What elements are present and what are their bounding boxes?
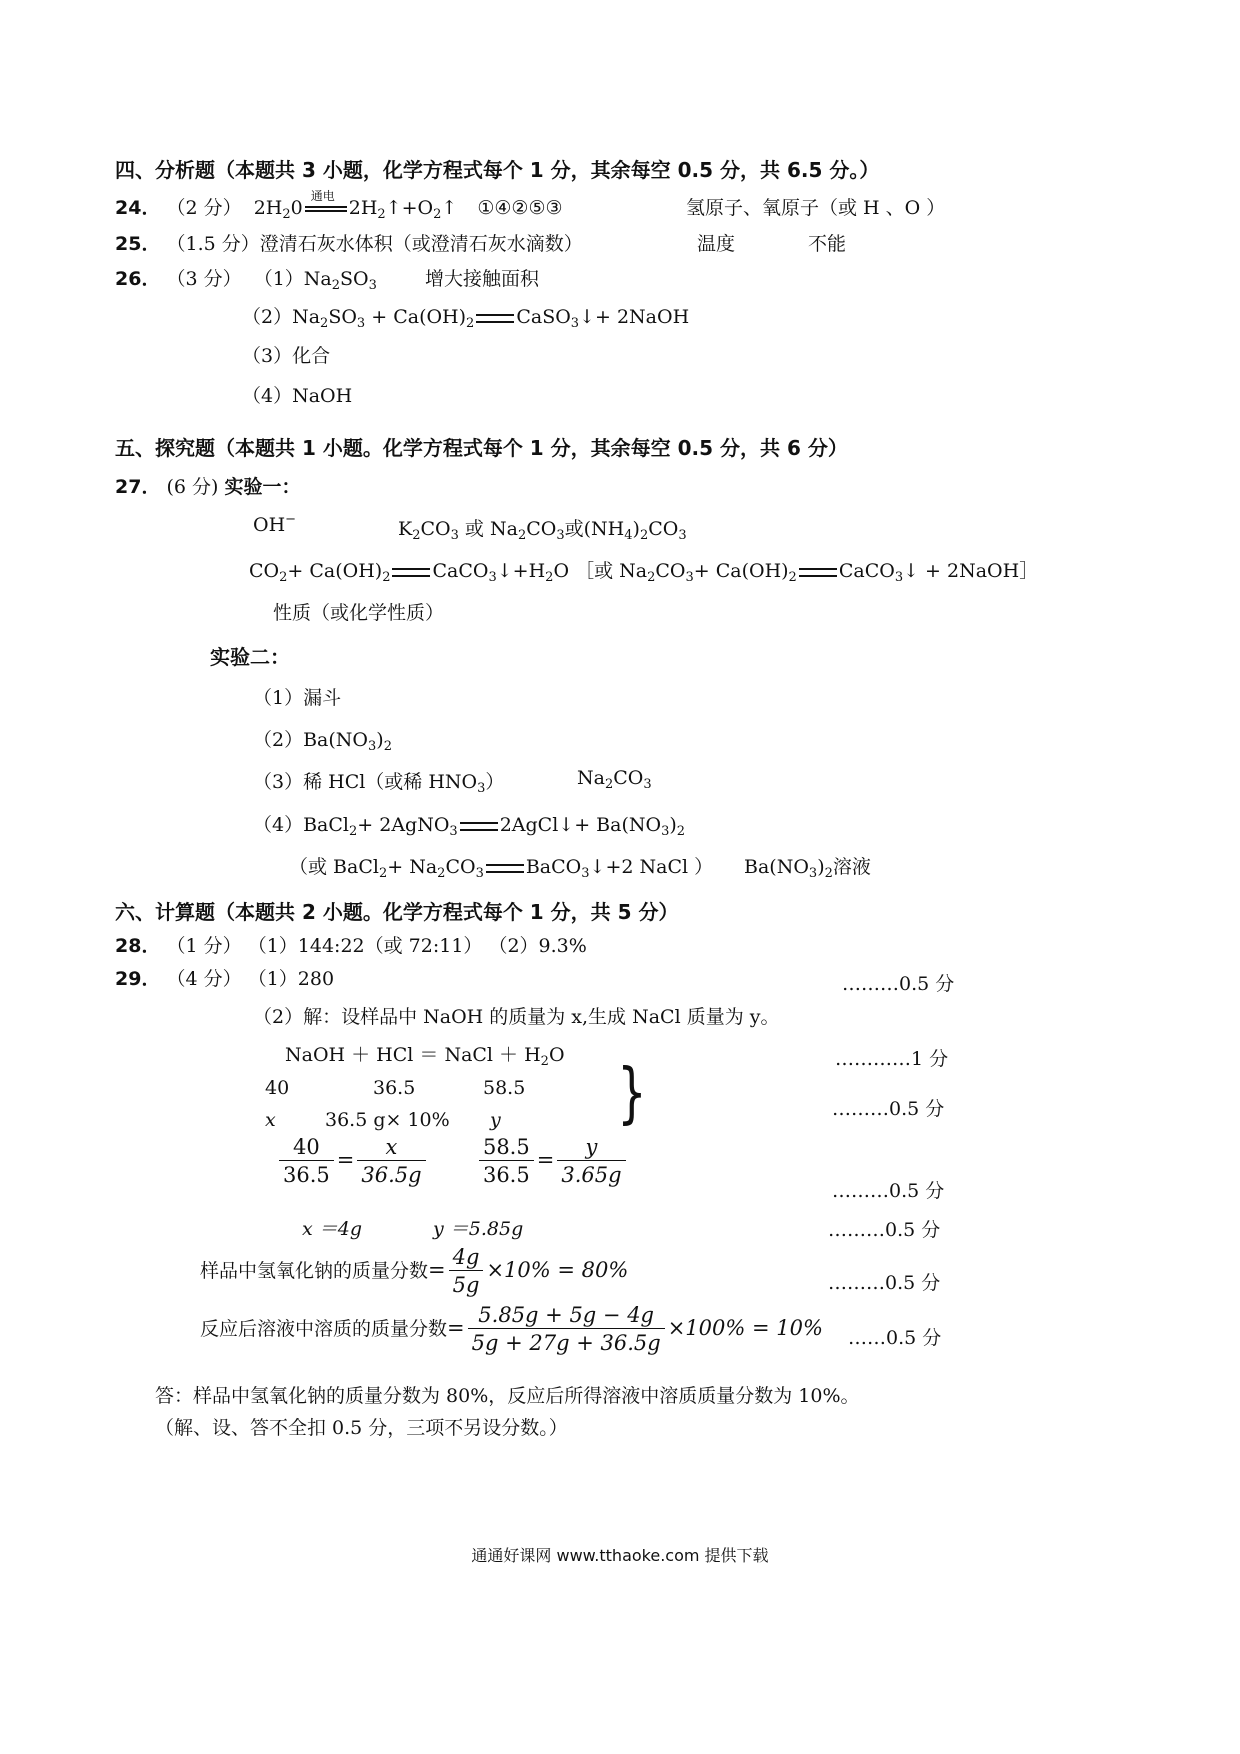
q26-part-4: （4）NaOH: [242, 385, 353, 407]
q27-item-4: （4）BaCl$_2$+ 2AgNO$_3$ 2AgCl↓+ $Ba(NO_3)_2$: [253, 814, 686, 839]
score-5: ………0.5 分: [828, 1219, 941, 1241]
score-4: ………0.5 分: [832, 1180, 945, 1202]
q26-score: （3 分）: [166, 268, 242, 290]
q27-item-3: （3）稀 HCl（或稀 $HNO_3$）: [253, 771, 505, 796]
q28-answer: （1）144:22（或 72:11） （2）9.3%: [247, 935, 587, 957]
q29-grading-note: （解、设、答不全扣 0.5 分，三项不另设分数。）: [155, 1417, 568, 1439]
q27-property: 性质（或化学性质）: [273, 602, 445, 624]
q29-molar-36-5: 36.5: [373, 1077, 416, 1099]
question-27: 27． (6 分) 实验一：: [115, 476, 301, 498]
q27-equation: $CO_2+ Ca(OH)_2$ $CaCO_3↓+H_2O$ ［或 $Na_2CO_3+ Ca(OH)_2$ CaCO$_3$↓ + 2NaOH］: [249, 560, 1039, 585]
q29-final-answer: 答：样品中氢氧化钠的质量分数为 80%，反应后所得溶液中溶质质量分数为 10%。: [155, 1385, 860, 1407]
q27-experiment-2: 实验二：: [210, 645, 290, 669]
q26-part-3: （3）化合: [242, 345, 331, 367]
score-3: ………0.5 分: [832, 1098, 945, 1120]
q27-item-4-solution: $Ba(NO_3)_2$溶液: [744, 856, 871, 881]
q24-equation: $2H_20$ 通电 $2H_2↑+O_2↑$: [253, 189, 458, 222]
q29-var-x: x: [265, 1109, 276, 1131]
score-7: ……0.5 分: [848, 1327, 942, 1349]
q26-part-1: $(1)Na_2SO_3$: [253, 268, 377, 293]
q29-x-result: x ＝4g: [302, 1218, 363, 1240]
q29-y-result: y ＝5.85g: [433, 1218, 524, 1240]
question-28: 28． （1 分） （1）144:22（或 72:11） （2）9.3%: [115, 935, 587, 957]
q27-score: (6 分): [166, 476, 219, 498]
section-5-title: 五、探究题（本题共 1 小题。化学方程式每个 1 分，其余每空 0.5 分，共 6 分）: [115, 436, 848, 460]
q27-item-1: （1）漏斗: [253, 687, 342, 709]
q25-answer-3: 不能: [808, 233, 847, 255]
question-25: 25． （1.5 分）澄清石灰水体积（或澄清石灰水滴数）: [115, 233, 583, 255]
q29-molar-58-5: 58.5: [483, 1077, 526, 1099]
q27-ion: OH−: [253, 512, 297, 536]
q27-experiment-1: 实验一：: [224, 476, 301, 498]
q27-item-2: $(2)Ba(NO_3)_2$: [253, 729, 392, 754]
q27-item-4-alt: （或 BaCl$_2$+ $Na_2CO_3$ BaCO$_3$↓+2 NaCl ）: [289, 856, 714, 881]
q25-score: （1.5 分）: [166, 233, 260, 255]
section-6-title: 六、计算题（本题共 2 小题。化学方程式每个 1 分，共 5 分）: [115, 900, 679, 924]
score-2: …………1 分: [835, 1048, 949, 1070]
q27-reagents: $K_2CO_3$ 或 $Na_2CO_3$或$(NH_4)_2CO_3$: [398, 518, 687, 543]
question-24: [115, 189, 563, 222]
q26-part-1-reason: 增大接触面积: [425, 268, 540, 290]
right-brace: }: [617, 1054, 647, 1131]
q29-proportions: $\frac{40}{36.5}$ = $\frac{x}{36.5g}$ $\frac{58.5}{36.5}$ = $\frac{y}{3.65g}$: [276, 1134, 629, 1189]
q29-molar-40: 40: [265, 1077, 290, 1099]
q29-answer-1: （1）280: [247, 968, 335, 990]
q25-answer-2: 温度: [697, 233, 736, 255]
q25-answer-1: 澄清石灰水体积（或澄清石灰水滴数）: [259, 233, 583, 255]
q29-score: （4 分）: [166, 968, 242, 990]
score-6: ………0.5 分: [828, 1272, 941, 1294]
question-26: 26． （3 分） $(1)Na_2SO_3$: [115, 268, 377, 293]
equals-sign: [476, 314, 514, 323]
q29-solution-setup: （2）解：设样品中 NaOH 的质量为 x,生成 NaCl 质量为 y。: [253, 1006, 780, 1028]
q29-reaction-equation: NaOH ＋ HCl ＝ NaCl ＋ $H_2O$: [285, 1044, 565, 1069]
q29-hcl-mass: 36.5 g× 10%: [325, 1109, 450, 1131]
page-footer: 通通好课网 www.tthaoke.com 提供下载: [471, 1546, 769, 1565]
equation-arrow: 通电: [305, 203, 347, 215]
q24-score: （2 分）: [166, 197, 242, 219]
q24-order: ①④②⑤③: [477, 197, 563, 219]
q24-number: 24．: [115, 197, 161, 219]
q29-naoh-fraction: 样品中氢氧化钠的质量分数= $\frac{4g}{5g}$ ×10% = 80%: [200, 1245, 629, 1297]
q29-var-y: y: [490, 1109, 501, 1131]
q24-answer-2: 氢原子、氧原子（或 H 、O ）: [686, 197, 946, 219]
score-1: ………0.5 分: [842, 973, 955, 995]
section-4-title: 四、分析题（本题共 3 小题，化学方程式每个 1 分，其余每空 0.5 分，共 6.5 分。）: [115, 158, 880, 182]
question-29: 29． （4 分） （1）280: [115, 968, 335, 990]
q27-item-3-reagent: $Na_2CO_3$: [577, 767, 652, 792]
q26-part-2: $(2)Na_2SO_3 + Ca(OH)_2$ CaSO$_3$↓+ 2NaOH: [242, 306, 690, 331]
q28-score: （1 分）: [166, 935, 242, 957]
q29-solute-fraction: 反应后溶液中溶质的质量分数= $\frac{5.85g + 5g - 4g}{5g + 27g + 36.5g}$ ×100% = 10%: [200, 1303, 823, 1355]
